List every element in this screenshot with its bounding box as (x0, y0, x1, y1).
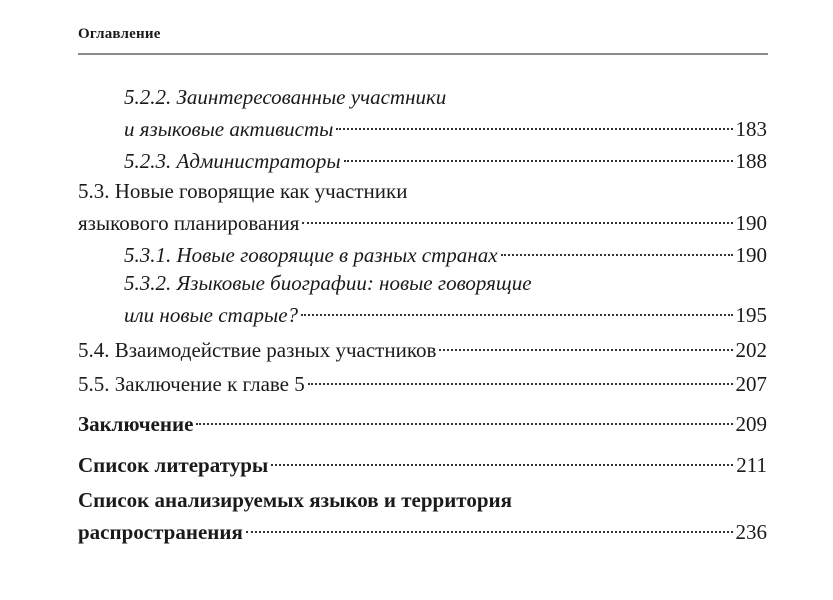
dot-leader (196, 405, 732, 431)
toc-entry-5-5[interactable] (78, 365, 767, 397)
dot-leader (439, 331, 732, 357)
toc-entry-title-line1: 5.3. Новые говорящие как участники (78, 179, 408, 203)
toc-entry-title-line1: 5.2.2. Заинтересованные участники (124, 85, 447, 109)
header-rule (78, 53, 768, 55)
toc-entry-5-2-2[interactable] (78, 84, 767, 142)
dot-leader (301, 296, 732, 322)
dot-leader (344, 142, 733, 168)
toc-page-number: 188 (735, 149, 767, 173)
toc-entry-title: 5.4. Взаимодействие разных участников (78, 338, 437, 362)
toc-entry-title: 5.2.3. Администраторы (124, 149, 341, 173)
toc-page-number: 209 (735, 412, 767, 436)
toc-page-number: 190 (735, 243, 767, 267)
toc-page-number: 207 (735, 372, 767, 396)
dot-leader (336, 110, 732, 136)
dot-leader (308, 365, 733, 391)
toc-page-number: 236 (735, 520, 767, 544)
toc-entry-title-line2: и языковые активисты (124, 117, 334, 141)
toc-entry-5-2-3[interactable] (78, 142, 767, 174)
toc-page-number: 211 (736, 453, 767, 477)
toc-page-number: 183 (735, 117, 767, 141)
toc-entry-5-4[interactable] (78, 331, 767, 363)
toc-entry-title-line2: языкового планирования (78, 211, 300, 235)
toc-entry-bibliography[interactable] (78, 446, 767, 478)
toc-entry-title-line1: Список анализируемых языков и территория (78, 488, 512, 512)
toc-entry-title-line1: 5.3.2. Языковые биографии: новые говорящие (124, 271, 532, 295)
toc-entry-title-line2: или новые старые? (124, 303, 299, 327)
dot-leader (246, 513, 733, 539)
toc-entry-title: Список литературы (78, 453, 269, 477)
toc-page-number: 190 (735, 211, 767, 235)
toc-entry-title: 5.3.1. Новые говорящие в разных странах (124, 243, 498, 267)
toc-entry-title: Заключение (78, 412, 194, 436)
dot-leader (271, 446, 733, 472)
toc-entry-conclusion[interactable] (78, 405, 767, 437)
dot-leader (302, 204, 732, 230)
toc-entry-5-3-1[interactable] (78, 236, 767, 268)
toc-entry-title: 5.5. Заключение к главе 5 (78, 372, 305, 396)
dot-leader (501, 236, 733, 262)
toc-entry-title-line2: распространения (78, 520, 243, 544)
running-header: Оглавление (78, 26, 161, 42)
toc-entry-5-3[interactable] (78, 178, 767, 236)
toc-entry-languages-list[interactable] (78, 487, 767, 545)
toc-page-number: 195 (735, 303, 767, 327)
toc-entry-5-3-2[interactable] (78, 270, 767, 328)
toc-page-number: 202 (735, 338, 767, 362)
